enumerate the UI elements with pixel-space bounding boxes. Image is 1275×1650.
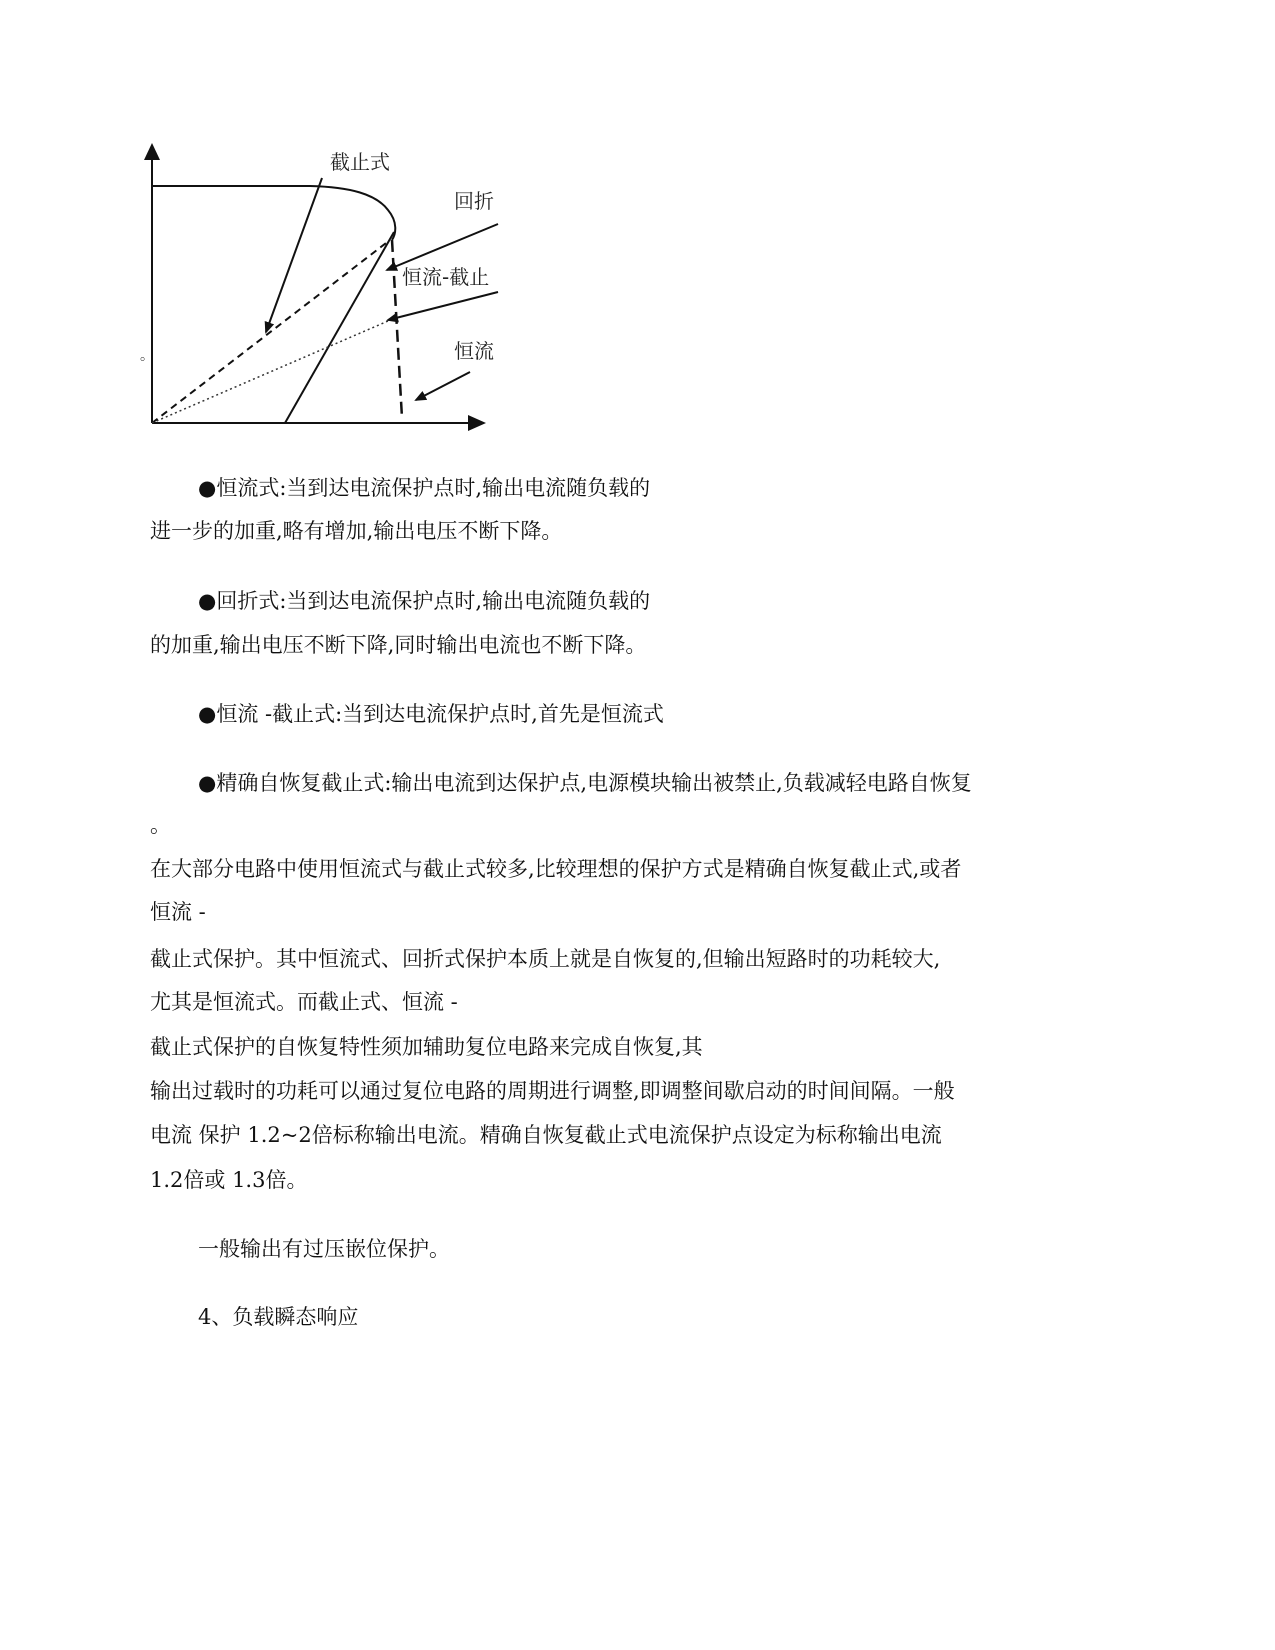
paragraph-line: ●恒流式:当到达电流保护点时,输出电流随负载的 [198, 476, 651, 500]
paragraph-line: 截止式保护的自恢复特性须加辅助复位电路来完成自恢复,其 [150, 1035, 703, 1059]
paragraph-line: 。 [150, 813, 171, 837]
paragraph-line: 电流 保护 1.2~2倍标称输出电流。精确自恢复截止式电流保护点设定为标称输出电流 [150, 1123, 942, 1147]
paragraph-line: 1.2倍或 1.3倍。 [150, 1168, 308, 1192]
paragraph-line: ●精确自恢复截止式:输出电流到达保护点,电源模块输出被禁止,负载减轻电路自恢复 [198, 771, 972, 795]
paragraph-line: 一般输出有过压嵌位保护。 [198, 1237, 450, 1261]
label-foldback: 回折 [454, 189, 494, 213]
paragraph-line: 尤其是恒流式。而截止式、恒流 - [150, 990, 458, 1014]
section-heading: 4、负载瞬态响应 [198, 1305, 359, 1329]
label-cutoff: 截止式 [330, 150, 390, 174]
body-text [150, 0, 1110, 1650]
paragraph-line: 输出过载时的功耗可以通过复位电路的周期进行调整,即调整间歇启动的时间间隔。一般 [150, 1079, 955, 1103]
label-cc-cutoff: 恒流-截止 [402, 265, 490, 289]
paragraph-line: 恒流 - [150, 900, 206, 924]
paragraph-line: ●恒流 -截止式:当到达电流保护点时,首先是恒流式 [198, 702, 664, 726]
paragraph-line: 截止式保护。其中恒流式、回折式保护本质上就是自恢复的,但输出短路时的功耗较大, [150, 947, 941, 971]
paragraph-line: 进一步的加重,略有增加,输出电压不断下降。 [150, 519, 563, 543]
paragraph-line: ●回折式:当到达电流保护点时,输出电流随负载的 [198, 589, 651, 613]
paragraph-line: 在大部分电路中使用恒流式与截止式较多,比较理想的保护方式是精确自恢复截止式,或者 [150, 857, 962, 881]
paragraph-line: 的加重,输出电压不断下降,同时输出电流也不断下降。 [150, 633, 647, 657]
axis-mark: 。 [140, 348, 154, 364]
label-constant-current: 恒流 [454, 339, 494, 363]
